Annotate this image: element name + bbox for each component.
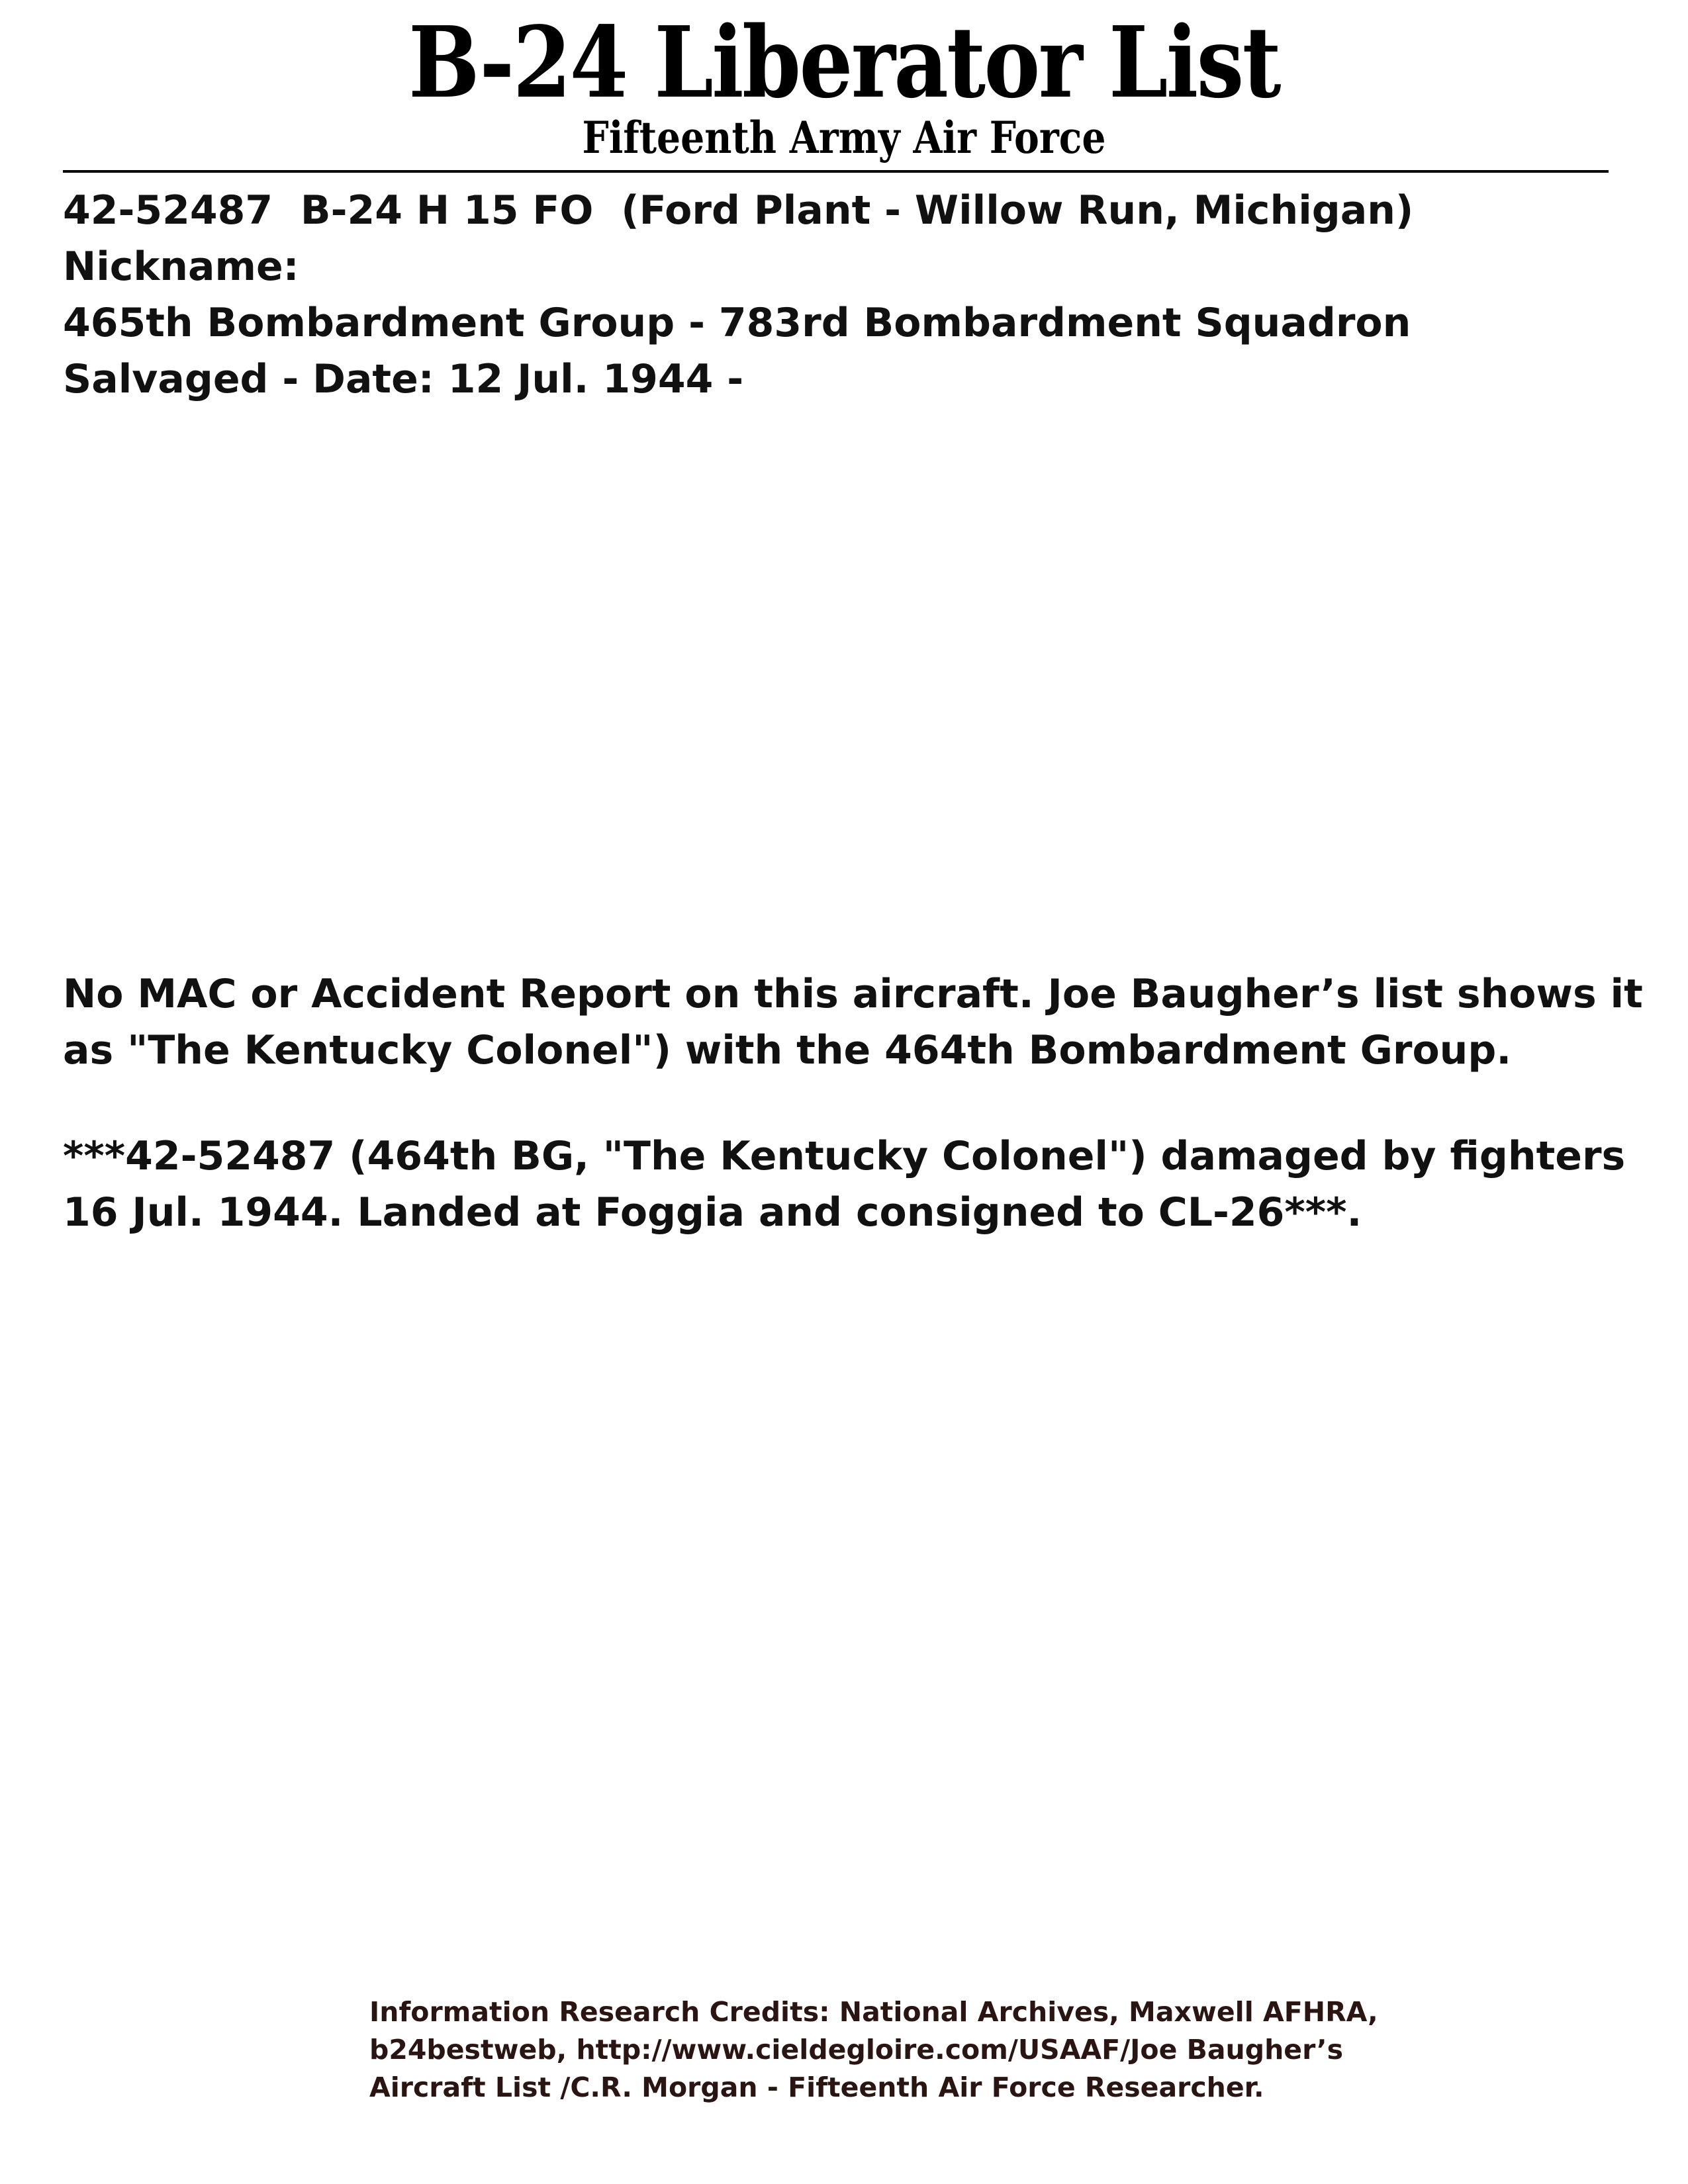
note-paragraph-2: ***42-52487 (464th BG, "The Kentucky Colonel") damaged by fighters 16 Jul. 1944. Landed at Foggia and consigned to CL-26***.	[63, 1133, 1626, 1236]
research-credits	[369, 1993, 1495, 2107]
nickname-line: Nickname:	[63, 244, 299, 290]
header-divider	[63, 170, 1609, 173]
status-line: Salvaged - Date: 12 Jul. 1944 -	[63, 356, 744, 402]
aircraft-record	[63, 183, 1652, 408]
page-subtitle: Fifteenth Army Air Force	[582, 112, 1106, 163]
research-notes	[63, 966, 1665, 1291]
credit-line-3: Aircraft List /C.R. Morgan - Fifteenth Air Force Researcher.	[369, 2071, 1264, 2103]
credit-line-1: Information Research Credits: National Archives, Maxwell AFHRA,	[369, 1996, 1378, 2028]
unit-line: 465th Bombardment Group - 783rd Bombardment Squadron	[63, 300, 1411, 346]
note-paragraph-1: No MAC or Accident Report on this aircraft. Joe Baugher’s list shows it as "The Kentucky Colonel") with the 464th Bombardment Group.	[63, 971, 1643, 1073]
credit-line-2: b24bestweb, http://www.cieldegloire.com/USAAF/Joe Baugher’s	[369, 2034, 1344, 2066]
page-title: B-24 Liberator List	[408, 5, 1280, 120]
serial-line: 42-52487 B-24 H 15 FO (Ford Plant - Willow Run, Michigan)	[63, 187, 1414, 234]
